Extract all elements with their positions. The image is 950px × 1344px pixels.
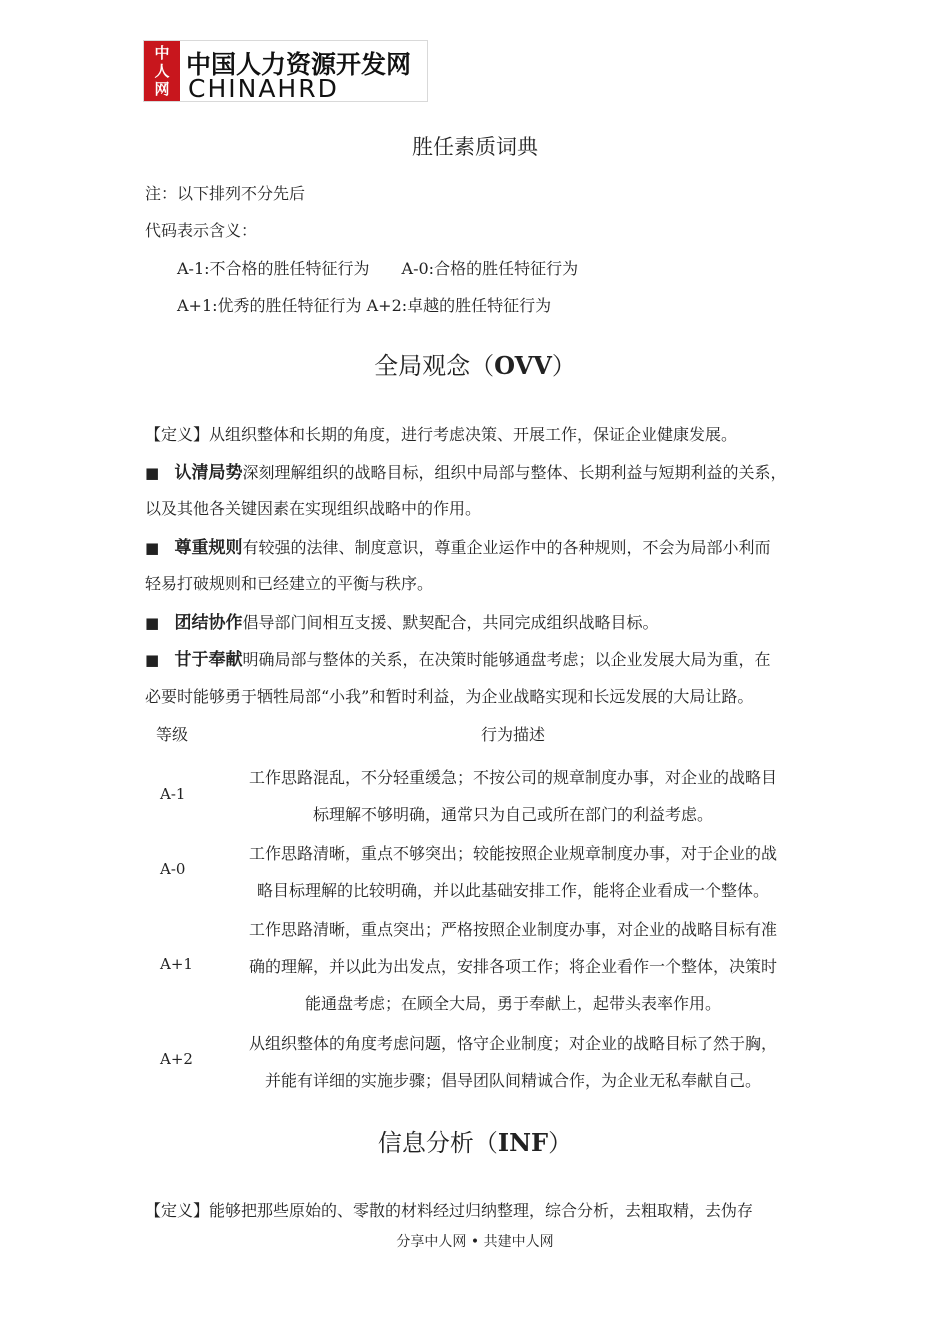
section-heading-ovv: [0, 346, 950, 381]
section-heading-close: ）: [548, 1129, 573, 1157]
description-line: 确的理解，并以此为出发点，安排各项工作；将企业看作一个整体，决策时: [248, 957, 777, 976]
definition-label: 【定义】: [145, 1201, 210, 1220]
bullet-text: 深刻理解组织的战略目标，组织中局部与整体、长期利益与短期利益的关系，: [242, 463, 787, 482]
bullet-title: 认清局势: [174, 463, 243, 483]
bullet-text: 明确局部与整体的关系，在决策时能够通盘考虑；以企业发展大局为重，在: [242, 650, 771, 669]
document-title: 胜任素质词典: [412, 135, 538, 159]
code-line: A-1:不合格的胜任特征行为 A-0:合格的胜任特征行为: [177, 259, 579, 278]
grade-cell: A-0: [160, 860, 186, 878]
section-heading-code: INF: [497, 1128, 549, 1157]
definition-line: [145, 1198, 753, 1221]
logo: [143, 40, 428, 102]
bullet-title: 团结协作: [174, 613, 243, 633]
logo-mark-char: 中: [154, 44, 170, 62]
logo-mark-char: 人: [154, 62, 170, 80]
grade-cell: A+1: [160, 955, 193, 973]
logo-english-name: CHINAHRD: [188, 74, 339, 103]
section-heading-code: OVV: [494, 351, 552, 380]
bullet-square-icon: ■: [145, 614, 160, 632]
bullet-square-icon: ■: [145, 651, 160, 669]
description-line: 略目标理解的比较明确，并以此基础安排工作，能将企业看成一个整体。: [256, 881, 769, 900]
section-heading-close: ）: [551, 352, 576, 380]
code-line: A+1:优秀的胜任特征行为 A+2:卓越的胜任特征行为: [177, 296, 552, 315]
description-line: 能通盘考虑；在顾全大局，勇于奉献上，起带头表率作用。: [304, 994, 721, 1013]
table-header-description: 行为描述: [480, 725, 545, 744]
section-heading-inf: [0, 1123, 950, 1158]
table-header-grade: 等级: [156, 725, 189, 744]
bullet-item: [145, 533, 770, 558]
definition-label: 【定义】: [145, 425, 210, 444]
code-meaning-label: 代码表示含义：: [145, 221, 258, 240]
bullet-square-icon: ■: [145, 464, 160, 482]
bullet-text-continued: 轻易打破规则和已经建立的平衡与秩序。: [145, 574, 434, 593]
logo-mark-icon: [144, 41, 180, 101]
grade-cell: A+2: [160, 1050, 193, 1068]
bullet-item: [145, 608, 658, 633]
description-line: 工作思路清晰，重点突出；严格按照企业制度办事，对企业的战略目标有准: [248, 920, 777, 939]
logo-mark-char: 网: [154, 80, 170, 98]
bullet-item: [145, 645, 770, 670]
section-heading-text: 信息分析（: [377, 1129, 498, 1157]
description-line: 标理解不够明确，通常只为自己或所在部门的利益考虑。: [312, 805, 713, 824]
logo-chinese-name: 中国人力资源开发网: [186, 50, 412, 79]
page-footer: 分享中人网 • 共建中人网: [396, 1234, 554, 1250]
section-heading-text: 全局观念（: [374, 352, 495, 380]
bullet-title: 甘于奉献: [174, 650, 243, 670]
definition-text: 从组织整体和长期的角度，进行考虑决策、开展工作，保证企业健康发展。: [209, 425, 738, 444]
grade-cell: A-1: [160, 785, 186, 803]
bullet-text: 倡导部门间相互支援、默契配合，共同完成组织战略目标。: [242, 613, 659, 632]
bullet-text: 有较强的法律、制度意识，尊重企业运作中的各种规则，不会为局部小利而: [242, 538, 771, 557]
definition-line: [145, 422, 737, 445]
bullet-text-continued: 以及其他各关键因素在实现组织战略中的作用。: [145, 499, 482, 518]
bullet-item: [145, 458, 786, 483]
description-line: 并能有详细的实施步骤；倡导团队间精诚合作，为企业无私奉献自己。: [264, 1071, 761, 1090]
description-line: 工作思路清晰，重点不够突出；较能按照企业规章制度办事，对于企业的战: [248, 844, 777, 863]
note-line: 注：以下排列不分先后: [145, 184, 306, 203]
definition-text: 能够把那些原始的、零散的材料经过归纳整理，综合分析，去粗取精，去伪存: [209, 1201, 754, 1220]
bullet-square-icon: ■: [145, 539, 160, 557]
description-line: 从组织整体的角度考虑问题，恪守企业制度；对企业的战略目标了然于胸，: [248, 1034, 777, 1053]
description-line: 工作思路混乱，不分轻重缓急；不按公司的规章制度办事，对企业的战略目: [248, 768, 777, 787]
bullet-title: 尊重规则: [174, 538, 243, 558]
bullet-text-continued: 必要时能够勇于牺牲局部“小我”和暂时利益，为企业战略实现和长远发展的大局让路。: [145, 687, 754, 706]
